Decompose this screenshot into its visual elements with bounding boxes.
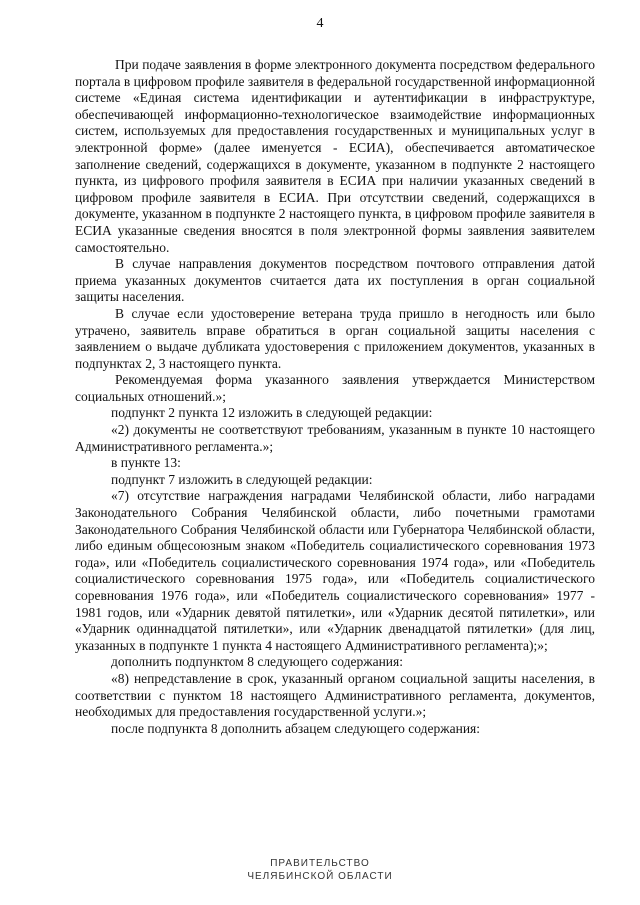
- paragraph-sub7-intro: подпункт 7 изложить в следующей редакции:: [111, 471, 373, 487]
- paragraph-form: Рекомендуемая форма указанного заявления утверждается Министерством социальных отношений.»;: [75, 372, 595, 404]
- paragraph-sub2: «2) документы не соответствуют требованиям, указанным в пункте 10 настоящего Административного регламента.»;: [75, 422, 595, 454]
- stamp-line-1: ПРАВИТЕЛЬСТВО: [270, 858, 370, 869]
- paragraph-after-sub8: после подпункта 8 дополнить абзацем следующего содержания:: [111, 720, 481, 736]
- government-stamp: [0, 857, 640, 883]
- paragraph-esia: При подаче заявления в форме электронного документа посредством федерального портала в цифровом профиле заявителя в федеральной государственной информационной системе «Единая система идентификации и аутентификации в инфраструктуре, обеспечивающей информационно-технологическое взаимодействие информационных систем, используемых для предоставления государственных и муниципальных услуг в электронной форме» (далее именуется - ЕСИА), обеспечивается автоматическое заполнение сведений, содержащихся в документе, указанном в подпункте 2 настоящего пункта, из цифрового профиля заявителя в ЕСИА при наличии указанных сведений в цифровом профиле заявителя в ЕСИА. При отсутствии сведений, содержащихся в документе, указанном в подпункте 2 настоящего пункта, в цифровом профиле заявителя в ЕСИА указанные сведения вносятся в поля электронной формы заявления заявителем самостоятельно.: [75, 57, 595, 255]
- document-body: [75, 57, 595, 737]
- paragraph-postal: В случае направления документов посредством почтового отправления датой приема указанных документов считается дата их поступления в орган социальной защиты населения.: [75, 256, 595, 305]
- paragraph-point13: в пункте 13:: [111, 455, 181, 471]
- paragraph-duplicate: В случае если удостоверение ветерана труда пришло в негодность или было утрачено, заявитель вправе обратиться в орган социальной защиты населения с заявлением о выдаче дубликата удостоверения с приложением документов, указанных в подпунктах 2, 3 настоящего пункта.: [75, 305, 595, 371]
- paragraph-sub8: «8) непредставление в срок, указанный органом социальной защиты населения, в соответствии с пунктом 18 настоящего Административного регламента, документов, необходимых для предоставления государственной услуги.»;: [75, 670, 595, 720]
- page-number: 4: [316, 16, 324, 31]
- paragraph-sub8-intro: дополнить подпунктом 8 следующего содержания:: [111, 654, 403, 670]
- paragraph-sub2-intro: подпункт 2 пункта 12 изложить в следующей редакции:: [111, 405, 433, 421]
- paragraph-sub7: «7) отсутствие награждения наградами Челябинской области, либо наградами Законодательного Собрания Челябинской области, либо почетными грамотами Законодательного Собрания Челябинской области или Губернатора Челябинской области, либо единым общесоюзным знаком «Победитель социалистического соревнования 1973 года», или «Победитель социалистического соревнования 1974 года», или «Победитель социалистического соревнования 1975 года», или «Победитель социалистического соревнования 1976 года», или «Победитель социалистического соревнования» 1977 - 1981 годов, или «Ударник девятой пятилетки», или «Ударник десятой пятилетки», или «Ударник одиннадцатой пятилетки», или «Ударник двенадцатой пятилетки» (для лиц, указанных в подпункте 1 пункта 4 настоящего Административного регламента);»;: [75, 488, 595, 653]
- stamp-line-2: ЧЕЛЯБИНСКОЙ ОБЛАСТИ: [247, 871, 393, 882]
